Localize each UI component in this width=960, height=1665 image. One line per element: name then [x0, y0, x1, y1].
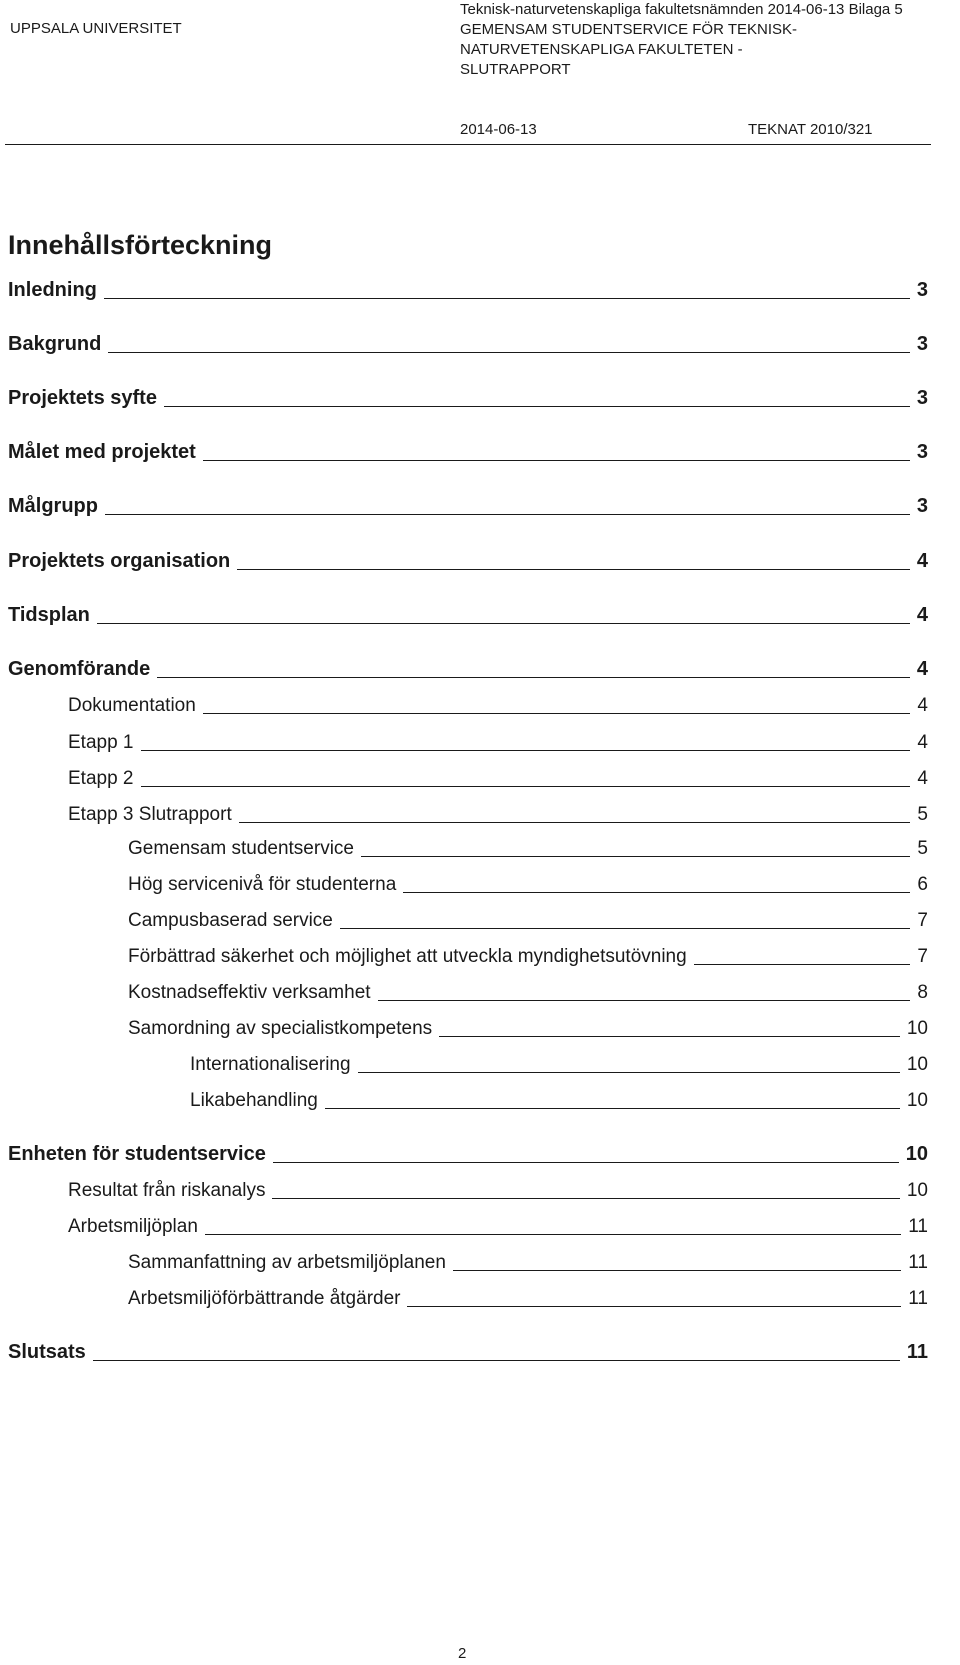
toc-entry[interactable]: [68, 1178, 928, 1202]
toc-entry-page-number: 10: [905, 1143, 928, 1165]
toc-entry-page-number: 4: [917, 695, 928, 716]
toc-entry-page-number: 4: [916, 604, 928, 626]
toc-entry-label: Målet med projektet: [8, 441, 196, 463]
toc-entry-label: Likabehandling: [190, 1090, 318, 1111]
toc-entry-label: Genomförande: [8, 658, 151, 680]
toc-entry-label: Arbetsmiljöplan: [68, 1216, 198, 1237]
toc-entry-label: Enheten för studentservice: [8, 1143, 266, 1165]
toc-entry[interactable]: [68, 1214, 928, 1238]
toc-entry-label: Internationalisering: [190, 1054, 351, 1075]
toc-entry-page-number: 3: [916, 387, 928, 409]
toc-entry-leader-line: [104, 298, 910, 299]
toc-entry-leader-line: [108, 352, 910, 353]
toc-entry[interactable]: [68, 730, 928, 754]
toc-entry[interactable]: [8, 1340, 928, 1364]
toc-entry-label: Målgrupp: [8, 495, 98, 517]
toc-entry-page-number: 4: [917, 768, 928, 789]
toc-entry-leader-line: [141, 750, 911, 751]
toc-entry[interactable]: [190, 1052, 928, 1076]
footer-page-number: 2: [458, 1645, 467, 1662]
toc-entry-label: Inledning: [8, 279, 97, 301]
toc-entry-leader-line: [407, 1306, 901, 1307]
toc-entry-leader-line: [439, 1036, 900, 1037]
meeting-line: Teknisk-naturvetenskapliga fakultetsnämnden 2014-06-13 Bilaga 5: [460, 1, 903, 18]
document-title-line-1: GEMENSAM STUDENTSERVICE FÖR TEKNISK-: [460, 21, 797, 38]
toc-entry-page-number: 5: [917, 804, 928, 825]
toc-entry[interactable]: [68, 693, 928, 717]
document-title-line-2: NATURVETENSKAPLIGA FAKULTETEN -: [460, 41, 743, 58]
toc-entry-label: Resultat från riskanalys: [68, 1180, 266, 1201]
toc-entry-leader-line: [361, 856, 910, 857]
toc-entry-label: Bakgrund: [8, 333, 102, 355]
toc-entry[interactable]: [128, 1286, 928, 1310]
toc-entry[interactable]: [128, 1250, 928, 1274]
toc-entry-leader-line: [97, 623, 910, 624]
toc-entry-label: Samordning av specialistkompetens: [128, 1018, 433, 1039]
toc-entry-page-number: 10: [906, 1018, 928, 1039]
toc-entry[interactable]: [8, 332, 928, 356]
toc-entry-page-number: 10: [906, 1090, 928, 1111]
toc-entry-page-number: 4: [916, 550, 928, 572]
toc-entry-page-number: 11: [908, 1216, 928, 1237]
document-date: 2014-06-13: [460, 121, 537, 138]
document-title-line-3: SLUTRAPPORT: [460, 61, 571, 78]
university-name: UPPSALA UNIVERSITET: [10, 20, 182, 37]
toc-entry-leader-line: [203, 713, 911, 714]
toc-entry-leader-line: [325, 1108, 900, 1109]
document-reference: TEKNAT 2010/321: [748, 121, 873, 138]
toc-entry-label: Etapp 3 Slutrapport: [68, 804, 232, 825]
toc-entry[interactable]: [8, 657, 928, 681]
toc-entry[interactable]: [8, 494, 928, 518]
toc-entry-leader-line: [164, 406, 910, 407]
toc-entry[interactable]: [8, 278, 928, 302]
toc-entry-leader-line: [403, 892, 910, 893]
toc-entry[interactable]: [8, 440, 928, 464]
toc-entry-page-number: 7: [917, 910, 928, 931]
toc-entry-leader-line: [340, 928, 911, 929]
toc-entry-page-number: 11: [908, 1252, 928, 1273]
toc-entry-leader-line: [93, 1360, 900, 1361]
toc-entry-page-number: 10: [906, 1054, 928, 1075]
toc-entry-page-number: 11: [906, 1341, 928, 1363]
toc-entry-leader-line: [453, 1270, 901, 1271]
toc-entry[interactable]: [8, 603, 928, 627]
toc-entry-leader-line: [157, 677, 910, 678]
toc-entry-label: Etapp 1: [68, 732, 134, 753]
toc-entry-leader-line: [237, 569, 910, 570]
toc-entry[interactable]: [128, 1016, 928, 1040]
toc-entry-label: Förbättrad säkerhet och möjlighet att utveckla myndighetsutövning: [128, 946, 687, 967]
toc-entry-page-number: 5: [917, 838, 928, 859]
toc-entry[interactable]: [68, 802, 928, 826]
toc-entry[interactable]: [128, 980, 928, 1004]
toc-entry-label: Sammanfattning av arbetsmiljöplanen: [128, 1252, 446, 1273]
toc-entry-page-number: 4: [917, 732, 928, 753]
toc-entry-label: Kostnadseffektiv verksamhet: [128, 982, 371, 1003]
toc-entry-leader-line: [378, 1000, 911, 1001]
toc-entry-label: Projektets syfte: [8, 387, 157, 409]
toc-title: Innehållsförteckning: [8, 230, 273, 260]
toc-entry-label: Hög servicenivå för studenterna: [128, 874, 397, 895]
toc-entry[interactable]: [128, 836, 928, 860]
toc-entry-page-number: 7: [917, 946, 928, 967]
toc-entry[interactable]: [8, 549, 928, 573]
toc-entry-page-number: 10: [906, 1180, 928, 1201]
toc-entry-label: Slutsats: [8, 1341, 86, 1363]
toc-entry[interactable]: [8, 386, 928, 410]
toc-entry-label: Gemensam studentservice: [128, 838, 354, 859]
toc-entry-leader-line: [203, 460, 910, 461]
toc-entry-label: Etapp 2: [68, 768, 134, 789]
toc-entry-label: Campusbaserad service: [128, 910, 333, 931]
toc-entry-page-number: 3: [916, 279, 928, 301]
toc-entry-page-number: 3: [916, 495, 928, 517]
toc-entry-label: Projektets organisation: [8, 550, 231, 572]
toc-entry-leader-line: [272, 1198, 899, 1199]
toc-entry-leader-line: [141, 786, 911, 787]
toc-entry-leader-line: [205, 1234, 901, 1235]
toc-entry-leader-line: [105, 514, 910, 515]
toc-entry-label: Arbetsmiljöförbättrande åtgärder: [128, 1288, 401, 1309]
toc-entry-page-number: 3: [916, 333, 928, 355]
toc-entry-leader-line: [273, 1162, 899, 1163]
toc-entry-leader-line: [694, 964, 911, 965]
toc-entry-label: Dokumentation: [68, 695, 196, 716]
toc-entry-page-number: 6: [917, 874, 928, 895]
toc-entry-page-number: 4: [916, 658, 928, 680]
toc-entry-leader-line: [239, 822, 911, 823]
toc-entry[interactable]: [128, 872, 928, 896]
toc-entry-page-number: 8: [917, 982, 928, 1003]
toc-entry-page-number: 11: [908, 1288, 928, 1309]
toc-entry-leader-line: [358, 1072, 900, 1073]
toc-entry[interactable]: [190, 1088, 928, 1112]
toc-entry-page-number: 3: [916, 441, 928, 463]
toc-entry-label: Tidsplan: [8, 604, 90, 626]
toc-entry[interactable]: [128, 944, 928, 968]
toc-entry[interactable]: [128, 908, 928, 932]
toc-entry[interactable]: [68, 766, 928, 790]
toc-entry[interactable]: [8, 1142, 928, 1166]
